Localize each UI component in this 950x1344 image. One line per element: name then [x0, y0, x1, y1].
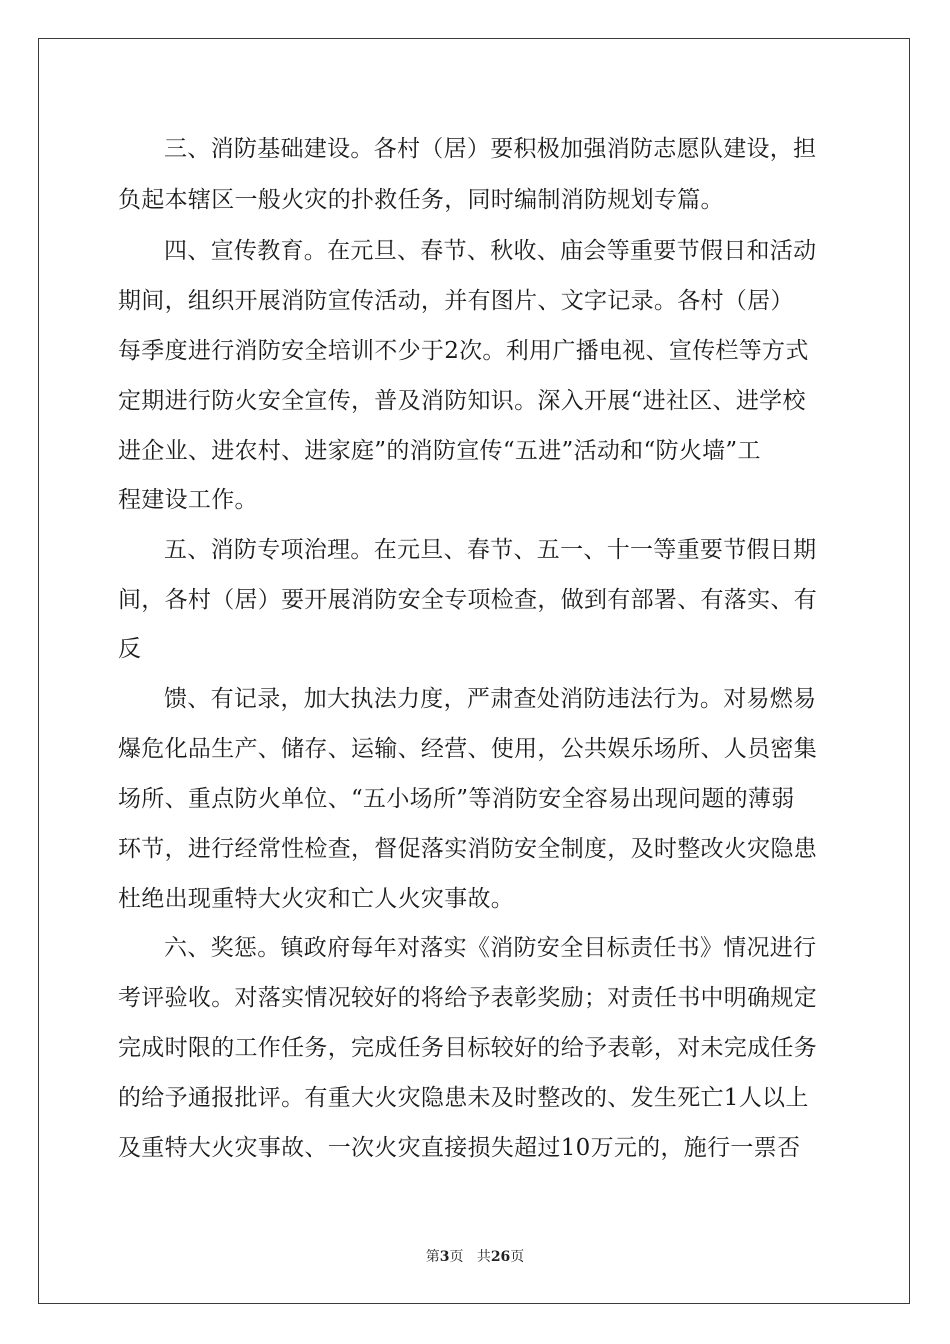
paragraph-line: 进企业、进农村、进家庭”的消防宣传“五进”活动和“防火墙”工 [118, 438, 761, 464]
paragraph-line: 考评验收。对落实情况较好的将给予表彰奖励；对责任书中明确规定 [118, 985, 817, 1011]
paragraph-line: 杜绝出现重特大火灾和亡人火灾事故。 [118, 886, 515, 912]
paragraph-line: 每季度进行消防安全培训不少于2次。利用广播电视、宣传栏等方式 [118, 338, 809, 364]
paragraph-line: 反 [118, 636, 142, 662]
page-border [38, 38, 910, 1304]
page-footer [0, 1248, 950, 1266]
total-prefix: 共 [476, 1249, 491, 1265]
page-number: 3 [439, 1249, 450, 1265]
paragraph-line: 四、宣传教育。在元旦、春节、秋收、庙会等重要节假日和活动 [164, 238, 817, 264]
paragraph-line: 完成时限的工作任务，完成任务目标较好的给予表彰，对未完成任务 [118, 1035, 817, 1061]
paragraph-line: 六、奖惩。镇政府每年对落实《消防安全目标责任书》情况进行 [164, 935, 817, 961]
page-prefix: 第 [425, 1249, 440, 1265]
paragraph-line: 程建设工作。 [118, 487, 258, 513]
paragraph-line: 环节，进行经常性检查，督促落实消防安全制度，及时整改火灾隐患 [118, 836, 817, 862]
paragraph-line: 爆危化品生产、储存、运输、经营、使用，公共娱乐场所、人员密集 [118, 736, 817, 762]
paragraph-line: 及重特大火灾事故、一次火灾直接损失超过10万元的，施行一票否 [118, 1135, 801, 1161]
paragraph-line: 三、消防基础建设。各村（居）要积极加强消防志愿队建设，担 [164, 136, 817, 162]
paragraph-line: 馈、有记录，加大执法力度，严肃查处消防违法行为。对易燃易 [164, 686, 817, 712]
total-suffix: 页 [510, 1249, 525, 1265]
paragraph-line: 负起本辖区一般火灾的扑救任务，同时编制消防规划专篇。 [118, 187, 724, 213]
page-suffix: 页 [449, 1249, 464, 1265]
paragraph-line: 场所、重点防火单位、“五小场所”等消防安全容易出现问题的薄弱 [118, 786, 795, 812]
paragraph-line: 的给予通报批评。有重大火灾隐患未及时整改的、发生死亡1人以上 [118, 1085, 809, 1111]
paragraph-line: 五、消防专项治理。在元旦、春节、五一、十一等重要节假日期 [164, 537, 817, 563]
paragraph-line: 间，各村（居）要开展消防安全专项检查，做到有部署、有落实、有 [118, 587, 817, 613]
total-pages: 26 [490, 1249, 511, 1265]
paragraph-line: 定期进行防火安全宣传，普及消防知识。深入开展“进社区、进学校 [118, 388, 806, 414]
paragraph-line: 期间，组织开展消防宣传活动，并有图片、文字记录。各村（居） [118, 288, 794, 314]
